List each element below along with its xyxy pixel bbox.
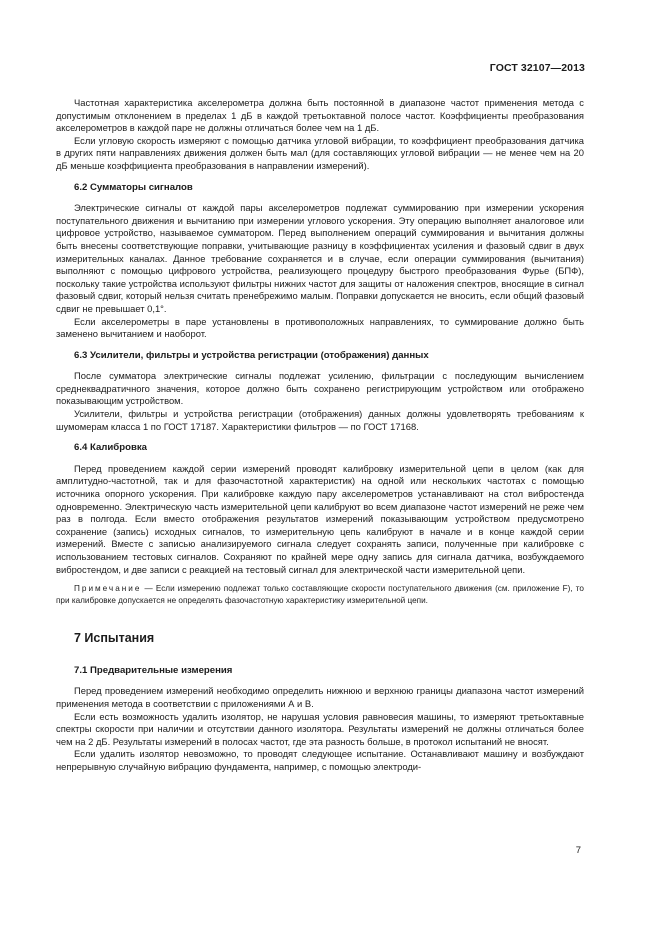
document-body	[56, 97, 584, 774]
page-number: 7	[575, 845, 581, 856]
section-6-2-paragraph-2: Если акселерометры в паре установлены в противоположных направлениях, то суммирование должно быть заменено вычитанием и наоборот.	[56, 315, 584, 340]
section-6-3-paragraph-1: После сумматора электрические сигналы подлежат усилению, фильтрации с последующим вычислением среднеквадратичного значения, которое должно быть сохранено регистрирующим устройством или отображено показывающим устройством.	[56, 370, 584, 407]
standard-header: ГОСТ 32107—2013	[489, 62, 585, 74]
section-6-3-title: 6.3 Усилители, фильтры и устройства регистрации (отображения) данных	[74, 349, 429, 361]
section-7-1-paragraph-1: Перед проведением измерений необходимо определить нижнюю и верхнюю границы диапазона частот измерений применения метода в соответствии с приложениями А и В.	[56, 685, 584, 709]
section-7-1-paragraph-3: Если удалить изолятор невозможно, то проводят следующее испытание. Останавливают машину и возбуждают непрерывную случайную вибрацию фундамента, например, с помощью электроди-	[56, 748, 584, 772]
section-6-2-paragraph-1: Электрические сигналы от каждой пары акселерометров подлежат суммированию при измерении ускорения поступательного движения и вычитанию при измерении углового ускорения. Эту операцию выполняет аналоговое или цифровое устройство, называемое сумматором. Перед выполнением операций суммирования и вычитания должны быть внесены соответствующие поправки, учитывающие разницу в коэффициентах усиления и фазовый сдвиг в двух измерительных каналах. Данное требование сохраняется и в случае, если операции суммирования (вычитания) выполняют с помощью цифрового устройства, реализующего процедуру быстрого преобразования Фурье (БПФ), поскольку такие устройства используют фильтры нижних частот для защиты от наложения спектров, вносящие в сигнал фазовый сдвиг, который нельзя считать пренебрежимо малым. Поправки допускается не вносить, если общий фазовый сдвиг не превышает 0,1°.	[56, 202, 584, 314]
note-lead: Примечание	[74, 584, 142, 594]
section-7-1-title: 7.1 Предварительные измерения	[74, 664, 233, 676]
section-6-4-paragraph-1: Перед проведением каждой серии измерений проводят калибровку измерительной цепи в целом (как для амплитудно-частотной, так и для фазочастотной характеристик) на одной или нескольких частотах с помощью источника опорного ускорения. При калибровке каждую пару акселерометров устанавливают на стол вибростенда одновременно. Электрическую часть измерительной цепи калибруют во всем диапазоне частот измерений не реже чем раз в полгода. Если вместо отображения результатов измерений показывающим устройством предусмотрено сохранение (запись) исходных сигналов, то измерительную цепь калибруют в начале и в конце каждой серии измерений. Вместе с записью анализируемого сигнала следует сохранять записи, полученные при калибровке с использованием тестовых сигналов. Сохраняют по крайней мере одну запись для сигнала датчика, возбуждаемого вибростендом, и две записи с реакцией на тестовый сигнал для электрической части измерительной цепи.	[56, 462, 584, 575]
note-text: — Если измерению подлежат только составляющие скорости поступательного движения (см. приложение F), то при калибровке допускается не определять фазочастотную характеристику измерительной цепи.	[56, 584, 584, 605]
intro-paragraph-1: Частотная характеристика акселерометра должна быть постоянной в диапазоне частот применения метода с допустимым отклонением в пределах 1 дБ в каждой третьоктавной полосе частот. Коэффициенты преобразования акселерометров в каждой паре не должны отличаться более чем на 1 дБ.	[56, 97, 584, 134]
section-7-title: 7 Испытания	[74, 631, 155, 646]
section-7-1-paragraph-2: Если есть возможность удалить изолятор, не нарушая условия равновесия машины, то измеряют третьоктавные спектры скорости при наличии и отсутствии данного изолятора. Результаты измерений не должны отличаться более чем на 2 дБ. Результаты измерений в полосах частот, где эта разность больше, в протокол испытаний не вносят.	[56, 710, 584, 747]
intro-paragraph-2: Если угловую скорость измеряют с помощью датчика угловой вибрации, то коэффициент преобразования датчика в других пяти направлениях движения должен быть мал (для составляющих угловой вибрации — не менее чем на 20 дБ меньше коэффициента преобразования в направлении измерений).	[56, 134, 584, 171]
calibration-note	[56, 583, 584, 606]
section-6-2-title: 6.2 Сумматоры сигналов	[74, 181, 193, 193]
section-6-4-title: 6.4 Калибровка	[74, 442, 147, 454]
section-6-3-paragraph-2: Усилители, фильтры и устройства регистрации (отображения) данных должны удовлетворять требованиям к шумомерам класса 1 по ГОСТ 17187. Характеристики фильтров — по ГОСТ 17168.	[56, 408, 584, 432]
